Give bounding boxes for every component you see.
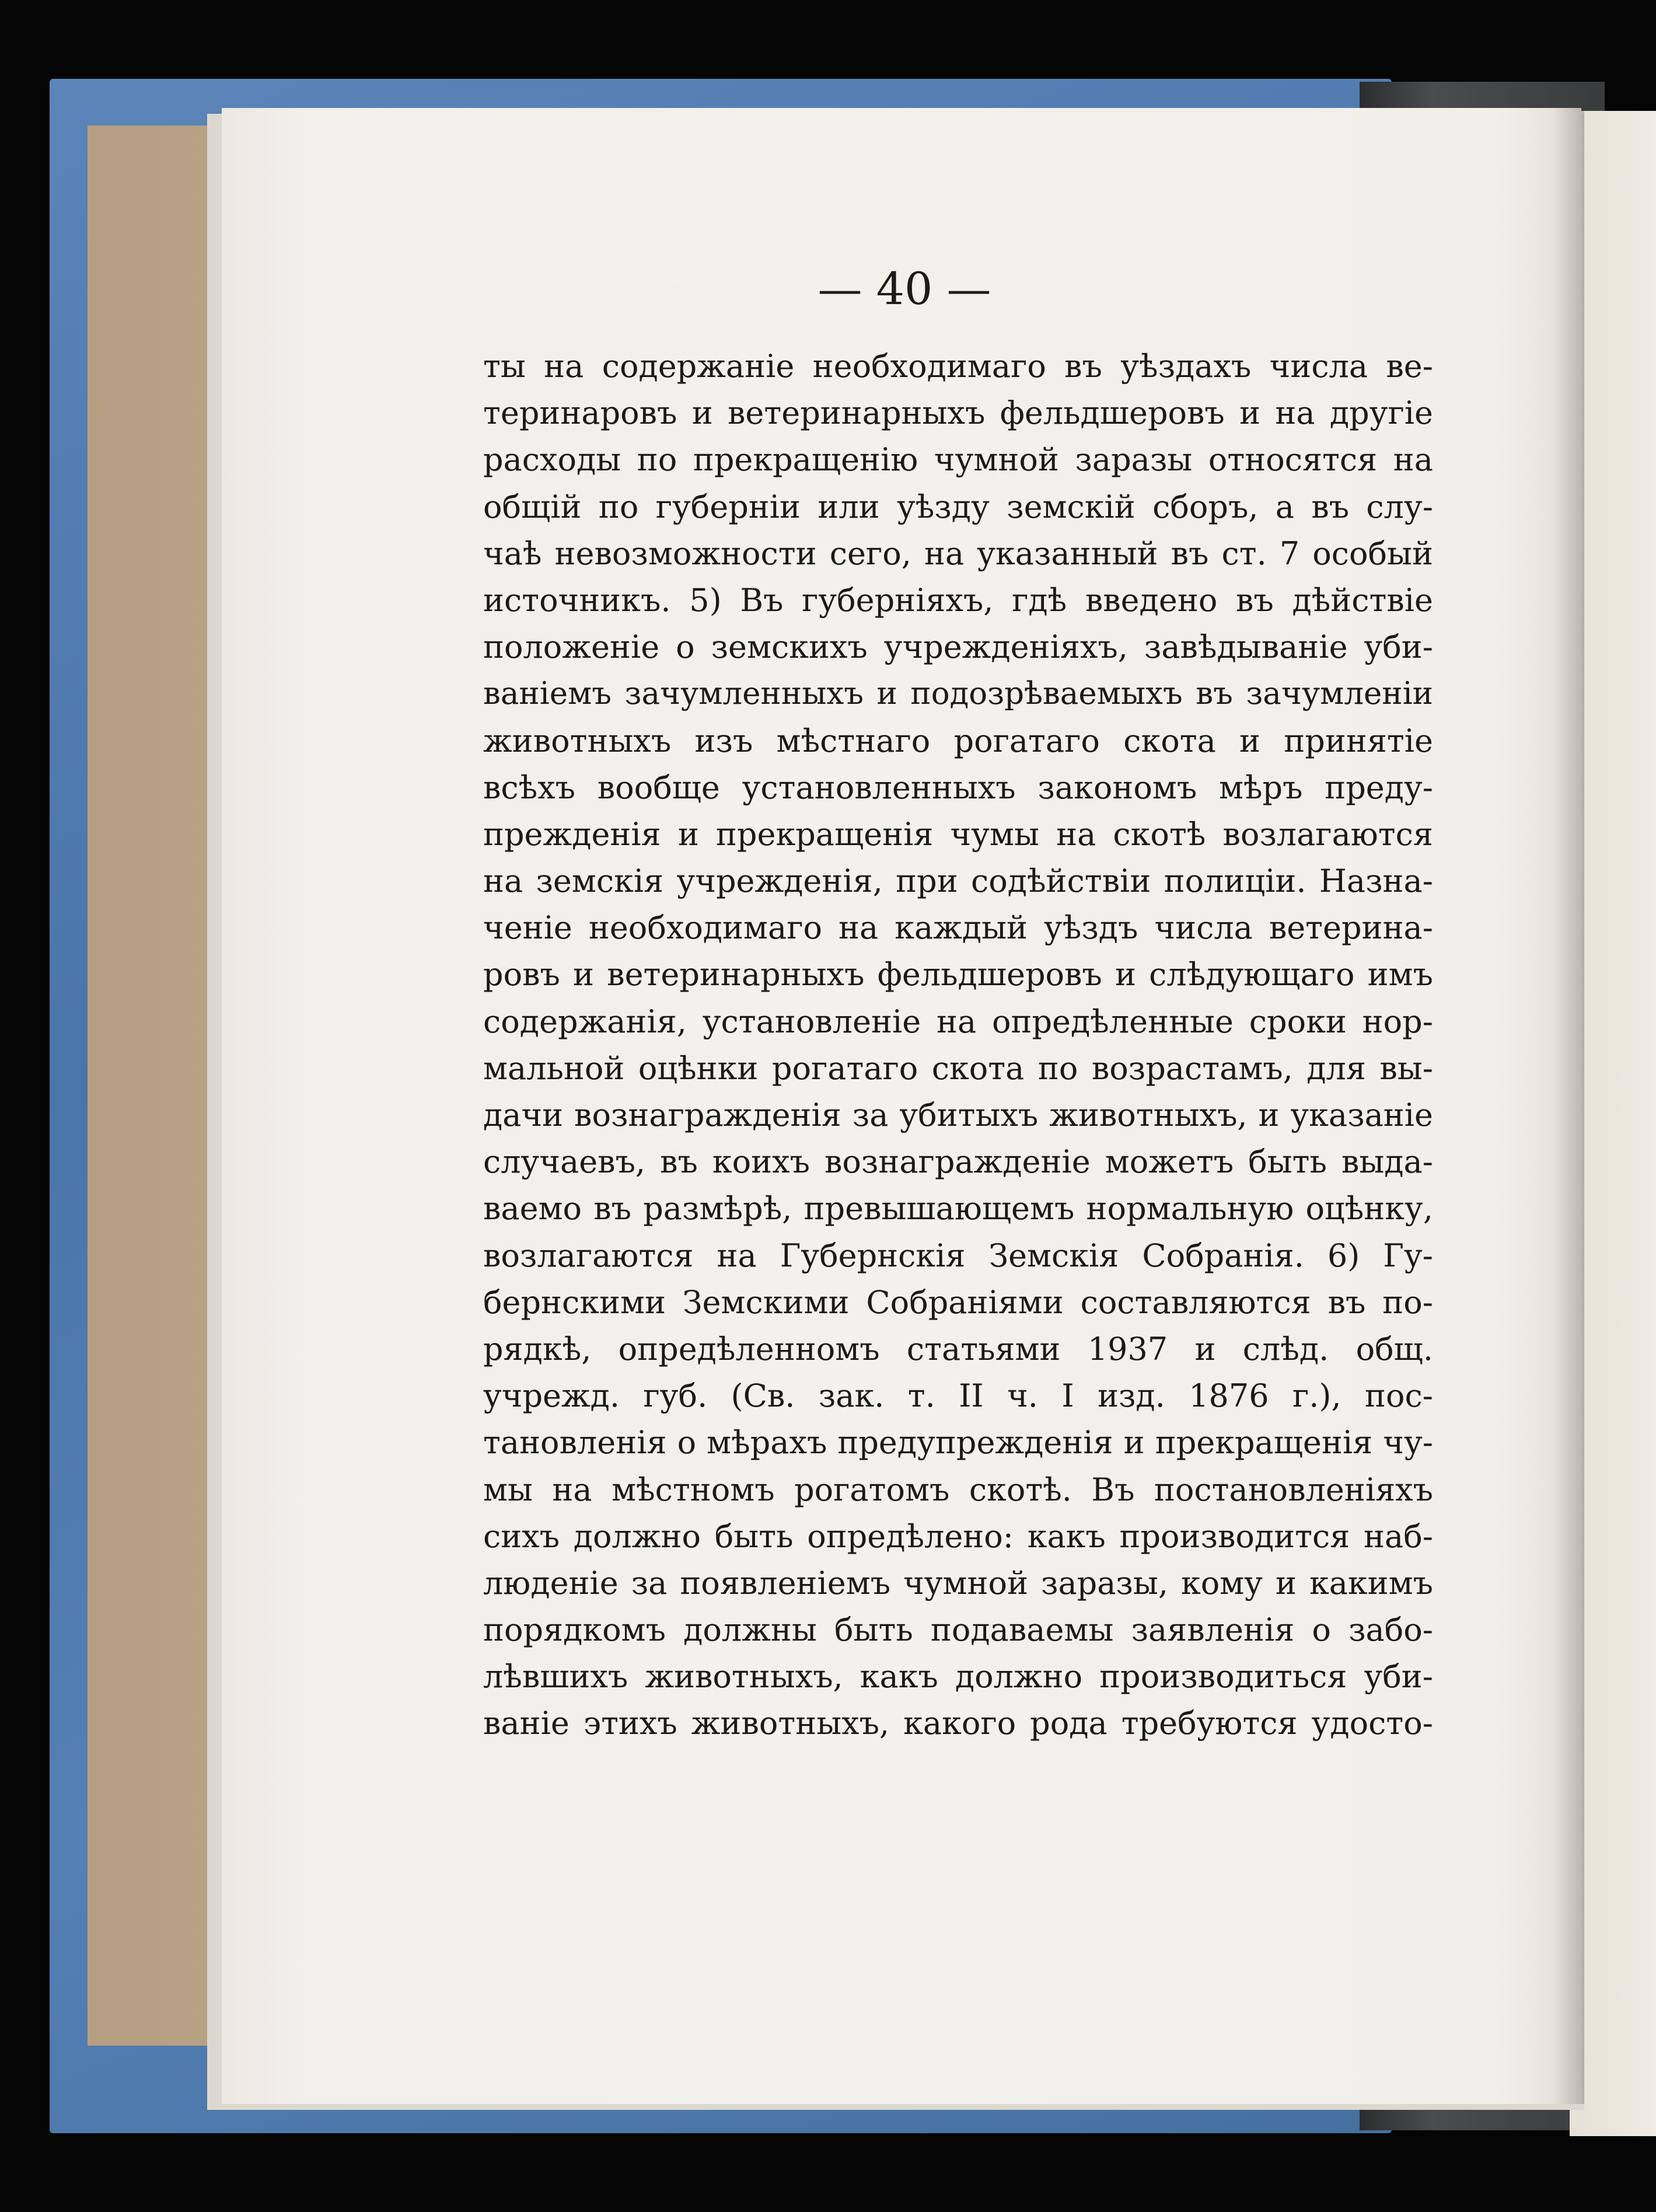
- page-gutter: [1552, 108, 1584, 2104]
- text-line: животныхъ изъ мѣстнаго рогатаго скота и принятiе: [483, 722, 1433, 759]
- text-line: на земскiя учрежденiя, при содѣйствiи полицiи. Назна-: [483, 863, 1433, 900]
- text-line: теринаровъ и ветеринарныхъ фельдшеровъ и на другiе: [483, 395, 1433, 432]
- text-line: источникъ. 5) Въ губернiяхъ, гдѣ введено въ дѣйствiе: [483, 581, 1433, 619]
- text-line: содержанiя, установленiе на опредѣленные сроки нор-: [483, 1003, 1433, 1040]
- text-line: положенiе о земскихъ учрежденiяхъ, завѣдыванiе уби-: [483, 629, 1433, 666]
- text-line: прежденiя и прекращенiя чумы на скотѣ возлагаются: [483, 815, 1433, 853]
- text-line: ванiе этихъ животныхъ, какого рода требуются удосто-: [483, 1705, 1433, 1742]
- text-line: чаѣ невозможности сего, на указанный въ ст. 7 особый: [483, 535, 1433, 572]
- text-line: ваемо въ размѣрѣ, превышающемъ нормальную оцѣнку,: [483, 1190, 1433, 1227]
- text-line: ченiе необходимаго на каждый уѣздъ числа ветерина-: [483, 909, 1433, 947]
- text-line: общiй по губернiи или уѣзду земскiй сборъ, а въ слу-: [483, 488, 1433, 525]
- text-line: дачи вознагражденiя за убитыхъ животныхъ, и указанiе: [483, 1097, 1433, 1133]
- text-line: рядкѣ, опредѣленномъ статьями 1937 и слѣд. общ.: [483, 1330, 1433, 1367]
- text-line: случаевъ, въ коихъ вознагражденiе можетъ быть выда-: [483, 1143, 1433, 1181]
- text-line: расходы по прекращенiю чумной заразы относятся на: [483, 441, 1433, 479]
- text-line: ты на содержанiе необходимаго въ уѣздахъ числа ве-: [483, 348, 1433, 385]
- text-line: учрежд. губ. (Св. зак. т. II ч. I изд. 1876 г.), пос-: [483, 1377, 1433, 1415]
- text-line: ванiемъ зачумленныхъ и подозрѣваемыхъ въ зачумленiи: [483, 676, 1433, 712]
- text-line: сихъ должно быть опредѣлено: какъ производится наб-: [483, 1517, 1433, 1555]
- text-line: мальной оцѣнки рогатаго скота по возрастамъ, для вы-: [483, 1049, 1433, 1087]
- text-line: бернскими Земскими Собранiями составляются въ по-: [483, 1283, 1433, 1321]
- text-line: лѣвшихъ животныхъ, какъ должно производиться уби-: [483, 1658, 1433, 1695]
- page-number: — 40 —: [817, 263, 991, 315]
- text-line: ровъ и ветеринарныхъ фельдшеровъ и слѣдующаго имъ: [483, 956, 1433, 993]
- text-line: всѣхъ вообще установленныхъ закономъ мѣръ преду-: [483, 769, 1433, 806]
- text-line: люденiе за появленiемъ чумной заразы, кому и какимъ: [483, 1564, 1433, 1602]
- text-line: возлагаются на Губернскiя Земскiя Собранiя. 6) Гу-: [483, 1237, 1433, 1274]
- text-line: порядкомъ должны быть подаваемы заявленiя о забо-: [483, 1611, 1433, 1649]
- text-line: мы на мѣстномъ рогатомъ скотѣ. Въ постановленiяхъ: [483, 1471, 1433, 1508]
- body-text: [483, 343, 1433, 1747]
- text-line: тановленiя о мѣрахъ предупрежденiя и прекращенiя чу-: [483, 1424, 1433, 1461]
